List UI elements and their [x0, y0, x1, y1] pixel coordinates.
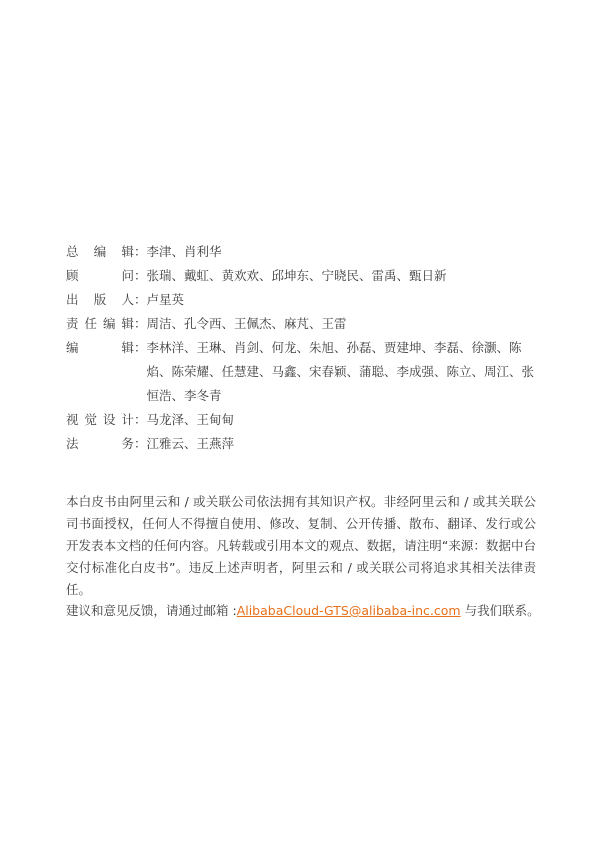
- credit-value: 马龙泽、王甸甸: [146, 412, 235, 427]
- credit-colon: ：: [134, 316, 147, 331]
- credit-row-chief-editor: [66, 240, 546, 264]
- credit-colon: ：: [134, 436, 147, 451]
- credit-row-publisher: [66, 288, 546, 312]
- credit-value: 江雅云、王燕萍: [146, 436, 235, 451]
- credit-colon: ：: [134, 292, 147, 307]
- credit-colon: ：: [134, 268, 147, 283]
- feedback-suffix: 与我们联系。: [460, 603, 540, 618]
- credit-row-visual-design: [66, 408, 546, 432]
- credit-colon: ：: [134, 412, 147, 427]
- credit-label: 责 任 编 辑: [66, 316, 134, 331]
- credit-value: 周洁、孔令西、王佩杰、麻芃、王雷: [146, 316, 347, 331]
- credit-colon: ：: [134, 244, 147, 259]
- credits-block: [66, 240, 546, 456]
- credit-label: 法 务: [66, 436, 134, 451]
- credit-row-advisors: [66, 264, 546, 288]
- credit-label: 编 辑: [66, 340, 134, 355]
- credit-label: 顾 问: [66, 268, 134, 283]
- credit-label: 出 版 人: [66, 292, 134, 307]
- feedback-prefix: 建议和意见反馈，请通过邮箱 :: [66, 603, 237, 618]
- credit-label: 总 编 辑: [66, 244, 134, 259]
- feedback-line: [66, 600, 546, 622]
- credit-row-editors: [66, 336, 546, 408]
- credit-value: 李津、肖利华: [146, 244, 222, 259]
- credit-value: 李林洋、王琳、肖剑、何龙、朱旭、孙磊、贾建坤、李磊、徐灏、陈焰、陈荣耀、任慧建、马鑫、宋春颖、蒲聪、李成强、陈立、周江、张恒浩、李冬青: [146, 340, 535, 403]
- credit-row-legal: [66, 432, 546, 456]
- feedback-email-link[interactable]: AlibabaCloud-GTS@alibaba-inc.com: [236, 603, 461, 618]
- credit-value: 张瑞、戴虹、黄欢欢、邱坤东、宁晓民、雷禹、甄日新: [146, 268, 447, 283]
- credit-label: 视 觉 设 计: [66, 412, 134, 427]
- credit-row-responsible-editors: [66, 312, 546, 336]
- credit-colon: ：: [134, 340, 147, 355]
- credit-value: 卢星英: [146, 292, 185, 307]
- copyright-notice: 本白皮书由阿里云和 / 或关联公司依法拥有其知识产权。非经阿里云和 / 或其关联公司书面授权，任何人不得擅自使用、修改、复制、公开传播、散布、翻译、发行或公开发表本文档的任何内容。凡转载或引用本文的观点、数据，请注明“来源：数据中台交付标准化白皮书”。违反上述声明者，阿里云和 / 或关联公司将追求其相关法律责任。: [66, 494, 536, 597]
